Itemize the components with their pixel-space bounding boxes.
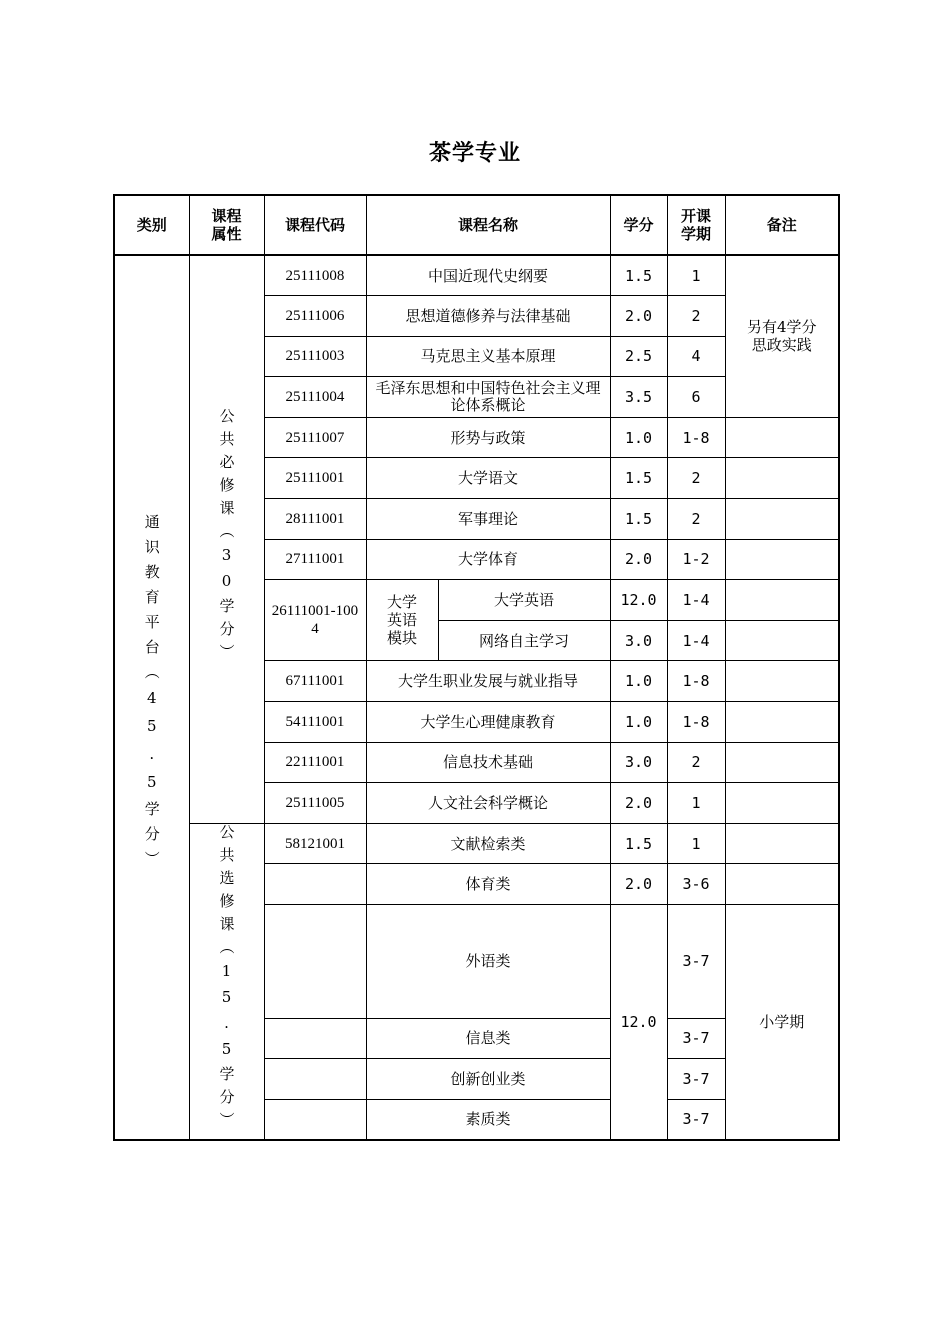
course-semester: 1 [667,255,725,296]
category-label: 通识教育平台（45.5学分） [142,514,161,877]
course-credit: 3.5 [610,377,667,418]
course-semester: 2 [667,458,725,499]
course-code [264,864,366,905]
course-name: 网络自主学习 [438,620,610,661]
remark-empty [725,417,839,458]
remark-empty [725,580,839,621]
remark-empty [725,783,839,824]
table-row [114,255,839,296]
course-semester: 1-4 [667,620,725,661]
course-semester: 1 [667,783,725,824]
course-code: 26111001-1004 [264,580,366,661]
header-attribute: 课程属性 [189,195,264,255]
remark-politics: 另有4学分思政实践 [725,255,839,417]
course-credit: 3.0 [610,742,667,783]
course-name: 体育类 [366,864,610,905]
course-name: 大学英语 [438,580,610,621]
remark-short-term: 小学期 [725,905,839,1140]
course-semester: 1-8 [667,661,725,702]
course-semester: 3-6 [667,864,725,905]
course-code: 58121001 [264,823,366,864]
course-credit: 2.0 [610,296,667,337]
course-credit: 2.0 [610,783,667,824]
course-name: 文献检索类 [366,823,610,864]
table-row [114,823,839,864]
remark-empty [725,620,839,661]
course-semester: 1-8 [667,702,725,743]
course-semester: 1 [667,823,725,864]
course-code: 25111003 [264,336,366,377]
course-name: 形势与政策 [366,417,610,458]
course-code [264,1018,366,1059]
course-code: 28111001 [264,499,366,540]
course-name: 中国近现代史纲要 [366,255,610,296]
course-semester: 4 [667,336,725,377]
course-name: 大学体育 [366,539,610,580]
course-code: 67111001 [264,661,366,702]
course-semester: 3-7 [667,1059,725,1100]
course-semester: 6 [667,377,725,418]
page-title: 茶学专业 [428,141,521,166]
remark-empty [725,661,839,702]
header-row [114,195,839,255]
course-credit: 12.0 [610,580,667,621]
remark-empty [725,864,839,905]
header-semester: 开课学期 [667,195,725,255]
course-credit: 2.0 [610,539,667,580]
course-name: 大学生心理健康教育 [366,702,610,743]
course-credit: 1.5 [610,458,667,499]
course-name: 信息类 [366,1018,610,1059]
header-category: 类别 [114,195,189,255]
header-remark: 备注 [725,195,839,255]
course-semester: 2 [667,742,725,783]
remark-empty [725,742,839,783]
course-semester: 3-7 [667,1018,725,1059]
course-code: 25111004 [264,377,366,418]
header-name: 课程名称 [366,195,610,255]
course-semester: 2 [667,499,725,540]
course-credit: 1.5 [610,823,667,864]
course-semester: 1-8 [667,417,725,458]
group-required-label: 公共必修课（30学分） [217,407,236,667]
remark-empty [725,499,839,540]
course-code: 25111001 [264,458,366,499]
course-name: 思想道德修养与法律基础 [366,296,610,337]
course-credit: 2.0 [610,864,667,905]
course-credit: 1.5 [610,255,667,296]
course-semester: 3-7 [667,905,725,1019]
course-semester: 1-4 [667,580,725,621]
course-credit: 1.0 [610,661,667,702]
course-name: 素质类 [366,1099,610,1140]
course-credit: 2.5 [610,336,667,377]
group-elective-label: 公共选修课（15.5学分） [217,823,236,1135]
remark-empty [725,458,839,499]
course-name: 毛泽东思想和中国特色社会主义理论体系概论 [366,377,610,418]
course-code [264,905,366,1019]
course-code [264,1059,366,1100]
course-credit: 1.5 [610,499,667,540]
course-semester: 1-2 [667,539,725,580]
remark-empty [725,823,839,864]
remark-empty [725,702,839,743]
course-credit: 3.0 [610,620,667,661]
group-elective-cell [189,823,264,1140]
course-code: 25111006 [264,296,366,337]
course-semester: 2 [667,296,725,337]
course-code: 22111001 [264,742,366,783]
english-module-cell: 大学英语模块 [366,580,438,661]
course-name: 人文社会科学概论 [366,783,610,824]
course-name: 外语类 [366,905,610,1019]
course-code: 27111001 [264,539,366,580]
course-code: 54111001 [264,702,366,743]
header-credit: 学分 [610,195,667,255]
course-code: 25111005 [264,783,366,824]
course-code: 25111008 [264,255,366,296]
course-credit: 1.0 [610,702,667,743]
course-semester: 3-7 [667,1099,725,1140]
course-credit: 1.0 [610,417,667,458]
course-name: 创新创业类 [366,1059,610,1100]
course-credit: 12.0 [610,905,667,1140]
category-cell [114,255,189,1140]
course-name: 军事理论 [366,499,610,540]
course-name: 大学语文 [366,458,610,499]
course-name: 马克思主义基本原理 [366,336,610,377]
course-code [264,1099,366,1140]
course-code: 25111007 [264,417,366,458]
course-name: 大学生职业发展与就业指导 [366,661,610,702]
header-code: 课程代码 [264,195,366,255]
course-name: 信息技术基础 [366,742,610,783]
curriculum-table [113,194,840,1141]
remark-empty [725,539,839,580]
group-required-cell [189,255,264,823]
